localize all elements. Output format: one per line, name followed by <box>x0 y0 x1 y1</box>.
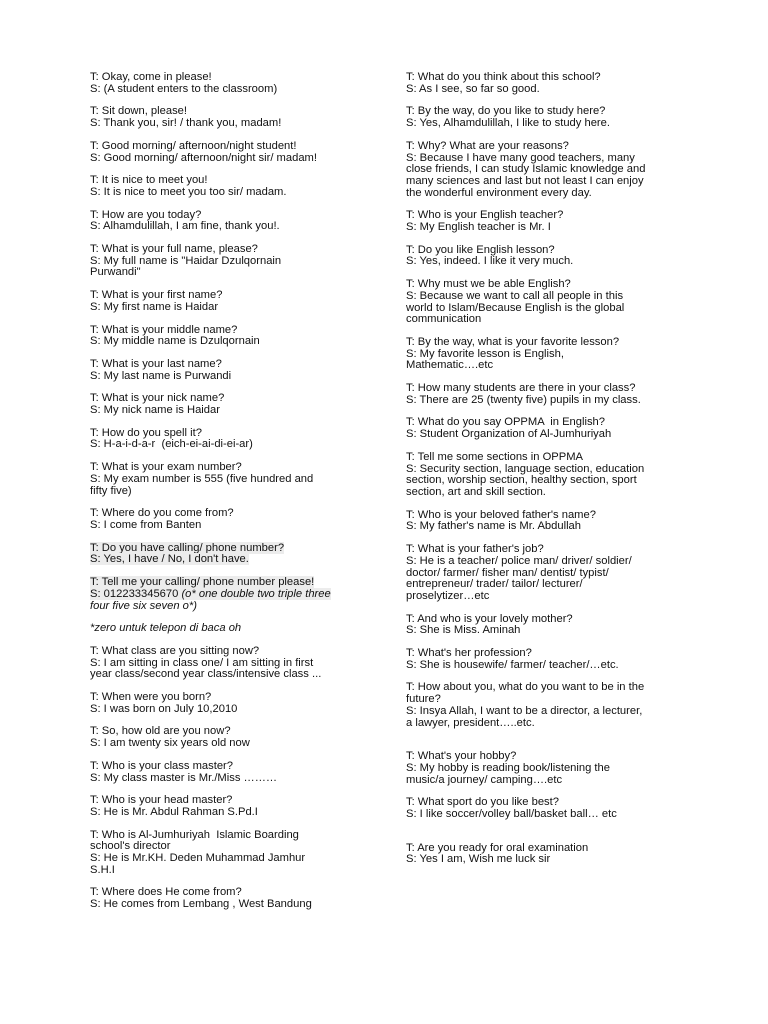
dialogue-line-text: Purwandi" <box>90 266 141 279</box>
dialogue-line-text: S.H.I <box>90 863 115 876</box>
dialogue-line-text: T: What do you think about this school? <box>406 71 601 83</box>
dialogue-line-text: T: Okay, come in please! <box>90 71 212 83</box>
dialogue-line-text: T: Who is your head master? <box>90 794 233 807</box>
dialogue-line-text: T: How are you today? <box>90 208 202 221</box>
dialogue-line <box>90 554 390 566</box>
dialogue-line-text: T: When were you born? <box>90 691 212 704</box>
dialogue-line-text: S: My last name is Purwandi <box>90 369 232 382</box>
dialogue-line-text: S: Because I have many good teachers, many <box>406 151 635 164</box>
dialogue-line <box>90 302 390 314</box>
dialogue-line-text: S: He is a teacher/ police man/ driver/ soldier/ <box>406 554 632 567</box>
dialogue-line <box>90 520 390 532</box>
dialogue-line-text: T: Who is Al-Jumhuriyah Islamic Boarding <box>90 828 299 841</box>
dialogue-block <box>90 795 390 818</box>
dialogue-block <box>90 175 390 198</box>
dialogue-block <box>90 692 390 715</box>
dialogue-line <box>90 807 390 819</box>
dialogue-line-text: S: My hobby is reading book/listening the <box>406 761 610 774</box>
dialogue-line-text: T: By the way, what is your favorite lesson? <box>406 335 620 348</box>
dialogue-line <box>406 222 678 234</box>
dialogue-block <box>406 614 678 637</box>
dialogue-line-text: S: Insya Allah, I want to be a director, a lecturer, <box>406 704 643 717</box>
dialogue-line-text: S: He comes from Lembang , West Bandung <box>90 898 312 911</box>
right-column <box>406 72 678 877</box>
dialogue-block <box>90 72 390 95</box>
dialogue-line-text: year class/second year class/intensive class ... <box>90 668 322 681</box>
dialogue-line-text: T: What's your hobby? <box>406 750 517 763</box>
dialogue-line-text: T: Where do you come from? <box>90 507 234 520</box>
dialogue-block <box>90 830 390 877</box>
dialogue-line-text: S: My nick name is Haidar <box>90 404 220 417</box>
dialogue-block <box>406 417 678 440</box>
dialogue-line-text: T: How about you, what do you want to be in the <box>406 681 645 694</box>
dialogue-block <box>406 510 678 533</box>
dialogue-block <box>90 623 390 635</box>
dialogue-line <box>90 669 390 681</box>
dialogue-line-text: T: What is your full name, please? <box>90 243 258 256</box>
dialogue-line-text: S: I am twenty six years old now <box>90 737 250 750</box>
dialogue-block <box>406 797 678 820</box>
dialogue-line-text: T: Tell me some sections in OPPMA <box>406 450 583 463</box>
dialogue-line-text: S: I like soccer/volley ball/basket ball… etc <box>406 808 617 821</box>
dialogue-line-text: S: Yes, Alhamdulillah, I like to study here. <box>406 117 610 130</box>
dialogue-line-text: S: My father's name is Mr. Abdullah <box>406 520 581 533</box>
dialogue-block <box>90 359 390 382</box>
dialogue-line-text: S: My middle name is Dzulqornain <box>90 335 260 348</box>
dialogue-line-text: S: My first name is Haidar <box>90 300 219 313</box>
dialogue-line <box>90 371 390 383</box>
dialogue-line-text: S: I was born on July 10,2010 <box>90 702 238 715</box>
dialogue-line-text: T: What is your father's job? <box>406 543 544 556</box>
dialogue-line <box>406 854 678 866</box>
dialogue-line <box>90 853 390 865</box>
dialogue-line-text: proselytizer…etc <box>406 589 490 602</box>
dialogue-line-text: T: Do you like English lesson? <box>406 243 555 256</box>
dialogue-line-text: future? <box>406 693 441 706</box>
dialogue-line <box>90 118 390 130</box>
dialogue-line-text: S: 012233345670 <box>90 587 182 600</box>
dialogue-line-text: S: It is nice to meet you too sir/ madam. <box>90 185 287 198</box>
dialogue-line <box>90 623 390 635</box>
dialogue-block <box>406 72 678 95</box>
dialogue-line-text: S: My class master is Mr./Miss ……… <box>90 771 278 784</box>
dialogue-line-text: S: Yes, indeed. I like it very much. <box>406 255 574 268</box>
dialogue-line <box>90 336 390 348</box>
dialogue-line <box>406 718 678 730</box>
dialogue-line-text: T: Where does He come from? <box>90 886 242 899</box>
dialogue-line-text: section, art and skill section. <box>406 485 546 498</box>
dialogue-block <box>90 646 390 681</box>
dialogue-line-text: S: I come from Banten <box>90 518 202 531</box>
dialogue-block <box>90 244 390 279</box>
dialogue-line <box>90 187 390 199</box>
dialogue-block <box>90 543 390 566</box>
dialogue-line-text: T: Who is your class master? <box>90 759 233 772</box>
dialogue-line-text: S: He is Mr. Abdul Rahman S.Pd.I <box>90 805 258 818</box>
dialogue-block <box>406 751 678 786</box>
dialogue-line-text: S: Student Organization of Al-Jumhuriyah <box>406 428 612 441</box>
dialogue-line-text: many sciences and last but not least I can enjoy <box>406 174 644 187</box>
dialogue-line-text: T: Why must we be able English? <box>406 278 571 291</box>
dialogue-line-text: S: H-a-i-d-a-r (eich-ei-ai-di-ei-ar) <box>90 438 253 451</box>
dialogue-block <box>406 245 678 268</box>
dialogue-block <box>90 290 390 313</box>
dialogue-block <box>406 106 678 129</box>
dialogue-block <box>90 210 390 233</box>
dialogue-line-text: doctor/ farmer/ fisher man/ dentist/ typist/ <box>406 566 609 579</box>
dialogue-line-text: *zero untuk telepon di baca oh <box>90 622 242 635</box>
dialogue-line-text: S: There are 25 (twenty five) pupils in my class. <box>406 393 641 406</box>
dialogue-block <box>90 428 390 451</box>
dialogue-line-text: communication <box>406 313 482 326</box>
dialogue-line-text: S: My exam number is 555 (five hundred and <box>90 472 314 485</box>
dialogue-line-text: fifty five) <box>90 484 132 497</box>
dialogue-line-text: T: What is your last name? <box>90 357 222 370</box>
dialogue-line-text: T: What do you say OPPMA in English? <box>406 416 605 429</box>
dialogue-line-text: T: Sit down, please! <box>90 105 188 118</box>
dialogue-line <box>90 773 390 785</box>
dialogue-line <box>406 118 678 130</box>
left-column <box>90 72 390 922</box>
dialogue-line <box>406 188 678 200</box>
dialogue-block <box>90 141 390 164</box>
dialogue-line-text: T: Good morning/ afternoon/night student! <box>90 139 297 152</box>
dialogue-line-text: school's director <box>90 840 171 853</box>
dialogue-line-text: close friends, I can study Islamic knowledge and <box>406 163 646 176</box>
dialogue-line <box>406 660 678 672</box>
dialogue-line <box>406 682 678 694</box>
dialogue-line <box>90 267 390 279</box>
dialogue-block <box>406 682 678 729</box>
dialogue-line-text: T: What class are you sitting now? <box>90 644 260 657</box>
dialogue-block <box>90 462 390 497</box>
dialogue-block <box>90 726 390 749</box>
dialogue-line <box>90 405 390 417</box>
dialogue-line <box>90 865 390 877</box>
dialogue-line <box>90 84 390 96</box>
dialogue-line-text: T: What is your nick name? <box>90 392 225 405</box>
dialogue-line-text: T: Why? What are your reasons? <box>406 139 569 152</box>
dialogue-line-text: T: Who is your beloved father's name? <box>406 508 596 521</box>
dialogue-line <box>406 775 678 787</box>
dialogue-line-text: S: Alhamdulillah, I am fine, thank you!. <box>90 220 280 233</box>
dialogue-line-text: S: My favorite lesson is English, <box>406 347 564 360</box>
dialogue-line-italic: (o* one double two triple three <box>181 587 331 600</box>
dialogue-block <box>90 761 390 784</box>
dialogue-line-text: T: By the way, do you like to study here? <box>406 105 606 118</box>
dialogue-line-text: T: Who is your English teacher? <box>406 209 564 222</box>
dialogue-line-text: T: So, how old are you now? <box>90 725 231 738</box>
dialogue-line <box>406 395 678 407</box>
dialogue-line-text: world to Islam/Because English is the global <box>406 301 625 314</box>
dialogue-line-text: S: My English teacher is Mr. I <box>406 221 551 234</box>
dialogue-line-text: S: He is Mr.KH. Deden Muhammad Jamhur <box>90 852 306 865</box>
dialogue-line-text: T: What is your first name? <box>90 289 223 302</box>
dialogue-line-text: Mathematic….etc <box>406 359 494 372</box>
dialogue-line-text: a lawyer, president…..etc. <box>406 716 535 729</box>
dialogue-block <box>406 383 678 406</box>
dialogue-block <box>406 452 678 499</box>
dialogue-line <box>406 625 678 637</box>
dialogue-block <box>406 210 678 233</box>
dialogue-line-text: S: I am sitting in class one/ I am sitting in first <box>90 656 314 669</box>
dialogue-line-text: S: My full name is "Haidar Dzulqornain <box>90 254 282 267</box>
dialogue-block <box>90 577 390 612</box>
dialogue-line-text: S: Because we want to call all people in this <box>406 289 624 302</box>
dialogue-line <box>90 474 390 486</box>
dialogue-block <box>90 325 390 348</box>
dialogue-block <box>406 279 678 326</box>
dialogue-line <box>90 153 390 165</box>
dialogue-block <box>90 393 390 416</box>
dialogue-block <box>406 544 678 603</box>
dialogue-line-text: T: It is nice to meet you! <box>90 174 208 187</box>
dialogue-line-text: S: Security section, language section, education <box>406 462 645 475</box>
dialogue-line-text: S: Yes, I have / No, I don't have. <box>90 553 249 566</box>
dialogue-line <box>406 256 678 268</box>
dialogue-line-text: T: And who is your lovely mother? <box>406 612 573 625</box>
dialogue-line <box>90 486 390 498</box>
dialogue-line-text: S: Thank you, sir! / thank you, madam! <box>90 117 282 130</box>
dialogue-line <box>406 591 678 603</box>
dialogue-block <box>406 648 678 671</box>
dialogue-line-text: T: How do you spell it? <box>90 426 202 439</box>
dialogue-block <box>90 887 390 910</box>
dialogue-line-text: music/a journey/ camping….etc <box>406 773 563 786</box>
dialogue-line-text: S: Yes I am, Wish me luck sir <box>406 853 551 866</box>
dialogue-line <box>90 704 390 716</box>
dialogue-line-text: S: As I see, so far so good. <box>406 82 540 95</box>
dialogue-line-text: T: What sport do you like best? <box>406 796 559 809</box>
dialogue-line-text: four five six seven o*) <box>90 599 197 612</box>
dialogue-line <box>90 439 390 451</box>
dialogue-line <box>406 487 678 499</box>
dialogue-block <box>406 337 678 372</box>
dialogue-block <box>406 843 678 866</box>
dialogue-line <box>406 314 678 326</box>
dialogue-line-text: T: Do you have calling/ phone number? <box>90 541 285 554</box>
dialogue-line-text: section, worship section, healthy section, sport <box>406 474 637 487</box>
dialogue-line-text: the wonderful environment every day. <box>406 186 592 199</box>
dialogue-line-text: T: Tell me your calling/ phone number please! <box>90 576 315 589</box>
dialogue-line <box>406 809 678 821</box>
dialogue-line <box>406 521 678 533</box>
dialogue-line-text: T: What is your middle name? <box>90 323 238 336</box>
dialogue-line <box>406 429 678 441</box>
dialogue-line <box>90 738 390 750</box>
dialogue-line-text: S: (A student enters to the classroom) <box>90 82 278 95</box>
dialogue-line-text: T: Are you ready for oral examination <box>406 841 589 854</box>
dialogue-line <box>90 601 390 613</box>
dialogue-line <box>90 899 390 911</box>
dialogue-line <box>90 221 390 233</box>
dialogue-block <box>406 141 678 200</box>
dialogue-block <box>90 106 390 129</box>
dialogue-line-text: T: What's her profession? <box>406 647 532 660</box>
dialogue-line-text: entrepreneur/ trader/ tailor/ lecturer/ <box>406 578 583 591</box>
dialogue-line-text: T: How many students are there in your class? <box>406 382 636 395</box>
dialogue-line-text: S: Good morning/ afternoon/night sir/ madam! <box>90 151 317 164</box>
dialogue-line <box>406 84 678 96</box>
dialogue-line-text: S: She is housewife/ farmer/ teacher/…etc. <box>406 658 619 671</box>
dialogue-block <box>90 508 390 531</box>
dialogue-line-text: S: She is Miss. Aminah <box>406 624 521 637</box>
dialogue-line-text: T: What is your exam number? <box>90 461 242 474</box>
dialogue-line <box>406 360 678 372</box>
